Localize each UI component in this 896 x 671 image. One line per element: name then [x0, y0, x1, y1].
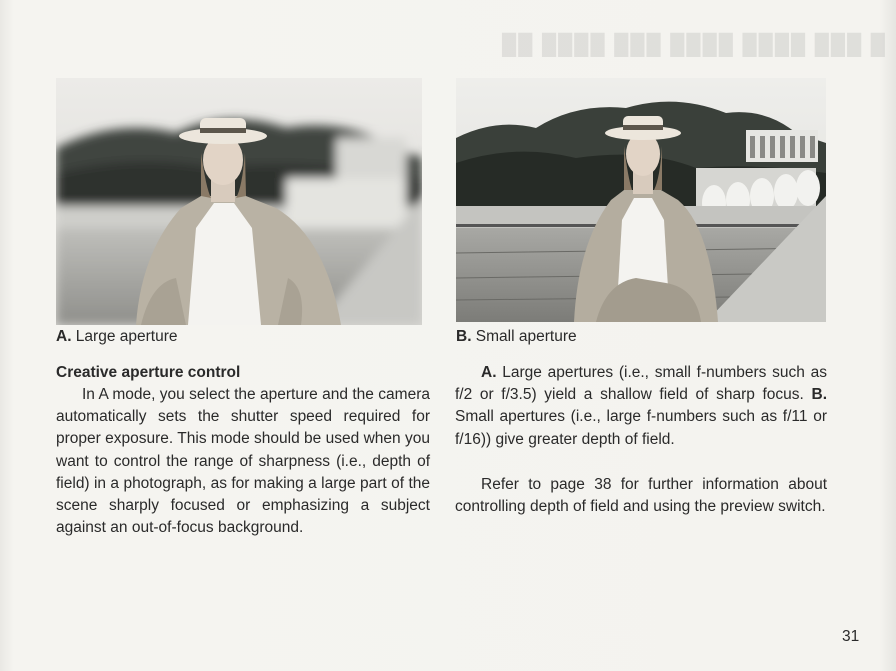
photo-small-aperture — [456, 78, 826, 322]
para-right-1-part1: Large apertures (i.e., small f-numbers such as f/2 or f/3.5) yield a shallow field of sharp focus. — [455, 364, 827, 404]
ref-letter-b: B. — [811, 386, 827, 404]
caption-letter-a: A. — [56, 328, 72, 345]
caption-text-b: Small aperture — [471, 328, 577, 345]
ref-letter-a: A. — [481, 364, 497, 381]
body-paragraph-left: In A mode, you select the aperture and the camera automatically sets the shutter speed required for proper exposure. This mode should be used when you want to control the range of sharpness (i.e., depth of field) in a photograph, as for making a large part of the scene sharply focused or emphasizing a subject against an out-of-focus background. — [56, 386, 430, 537]
body-paragraph-right-1 — [455, 362, 827, 451]
bleed-through-title: █ ███ ████ ████ ███ ████ ██ — [500, 34, 885, 56]
para-right-1-part2: Small apertures (i.e., large f-numbers such as f/11 or f/16)) give greater depth of field. — [455, 408, 827, 448]
caption-letter-b: B. — [456, 328, 472, 345]
page-number: 31 — [842, 628, 860, 645]
caption-large-aperture — [56, 328, 178, 346]
caption-text-a: Large aperture — [71, 328, 178, 345]
body-paragraph-right-2: Refer to page 38 for further information about controlling depth of field and using the preview switch. — [455, 476, 827, 516]
photo-large-aperture — [56, 78, 422, 325]
caption-small-aperture — [456, 328, 577, 346]
section-heading: Creative aperture control — [56, 364, 241, 381]
